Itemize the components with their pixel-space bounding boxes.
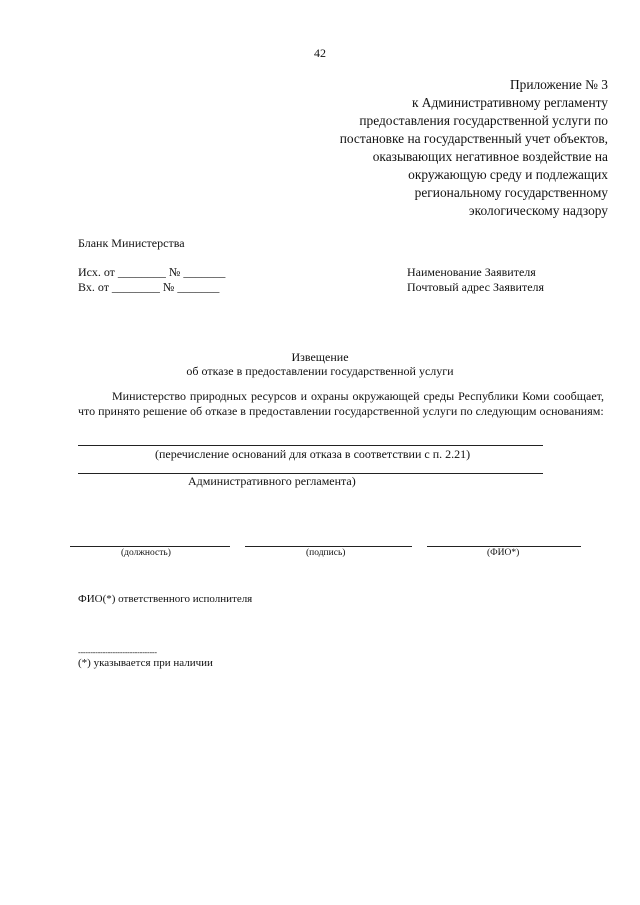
appendix-line: к Административному регламенту xyxy=(411,95,608,110)
notice-body: Министерство природных ресурсов и охраны окружающей среды Республики Коми сообщает, что принято решение об отказе в предоставлении государственной услуги по следующим основаниям: xyxy=(78,389,604,418)
reference-numbers xyxy=(78,265,225,295)
position-line xyxy=(70,546,230,547)
appendix-line: постановке на государственный учет объектов, xyxy=(339,131,608,146)
appendix-line: окружающую среду и подлежащих xyxy=(408,167,608,182)
appendix-line: региональному государственному xyxy=(414,185,608,200)
page-number: 42 xyxy=(314,46,326,60)
signature-caption: (подпись) xyxy=(306,548,346,558)
appendix-line: оказывающих негативное воздействие на xyxy=(372,149,608,164)
grounds-caption-1: (перечисление оснований для отказа в соответствии с п. 2.21) xyxy=(155,447,471,461)
incoming-number: Вх. от ________ № _______ xyxy=(78,280,220,294)
position-caption: (должность) xyxy=(121,548,171,558)
footnote-text: (*) указывается при наличии xyxy=(78,657,213,669)
appendix-line: предоставления государственной услуги по xyxy=(359,113,608,128)
notice-title: Извещение xyxy=(291,350,349,364)
grounds-caption-2: Административного регламента) xyxy=(188,474,356,488)
appendix-line: Приложение № 3 xyxy=(509,77,608,92)
outgoing-number: Исх. от ________ № _______ xyxy=(78,265,226,279)
fio-line xyxy=(427,546,581,547)
ministry-letterhead: Бланк Министерства xyxy=(78,236,185,250)
footnote-separator: -------------------------------- xyxy=(78,648,157,657)
appendix-line: экологическому надзору xyxy=(468,203,608,218)
appendix-header xyxy=(340,76,608,220)
applicant-block xyxy=(407,265,544,295)
notice-subtitle: об отказе в предоставлении государственной услуги xyxy=(186,364,454,378)
applicant-name: Наименование Заявителя xyxy=(407,265,536,279)
signature-line xyxy=(245,546,412,547)
executor-label: ФИО(*) ответственного исполнителя xyxy=(78,593,253,605)
notice-title-block xyxy=(0,350,640,378)
applicant-address: Почтовый адрес Заявителя xyxy=(407,280,545,294)
fio-caption: (ФИО*) xyxy=(487,548,520,558)
grounds-line-1 xyxy=(78,445,543,446)
